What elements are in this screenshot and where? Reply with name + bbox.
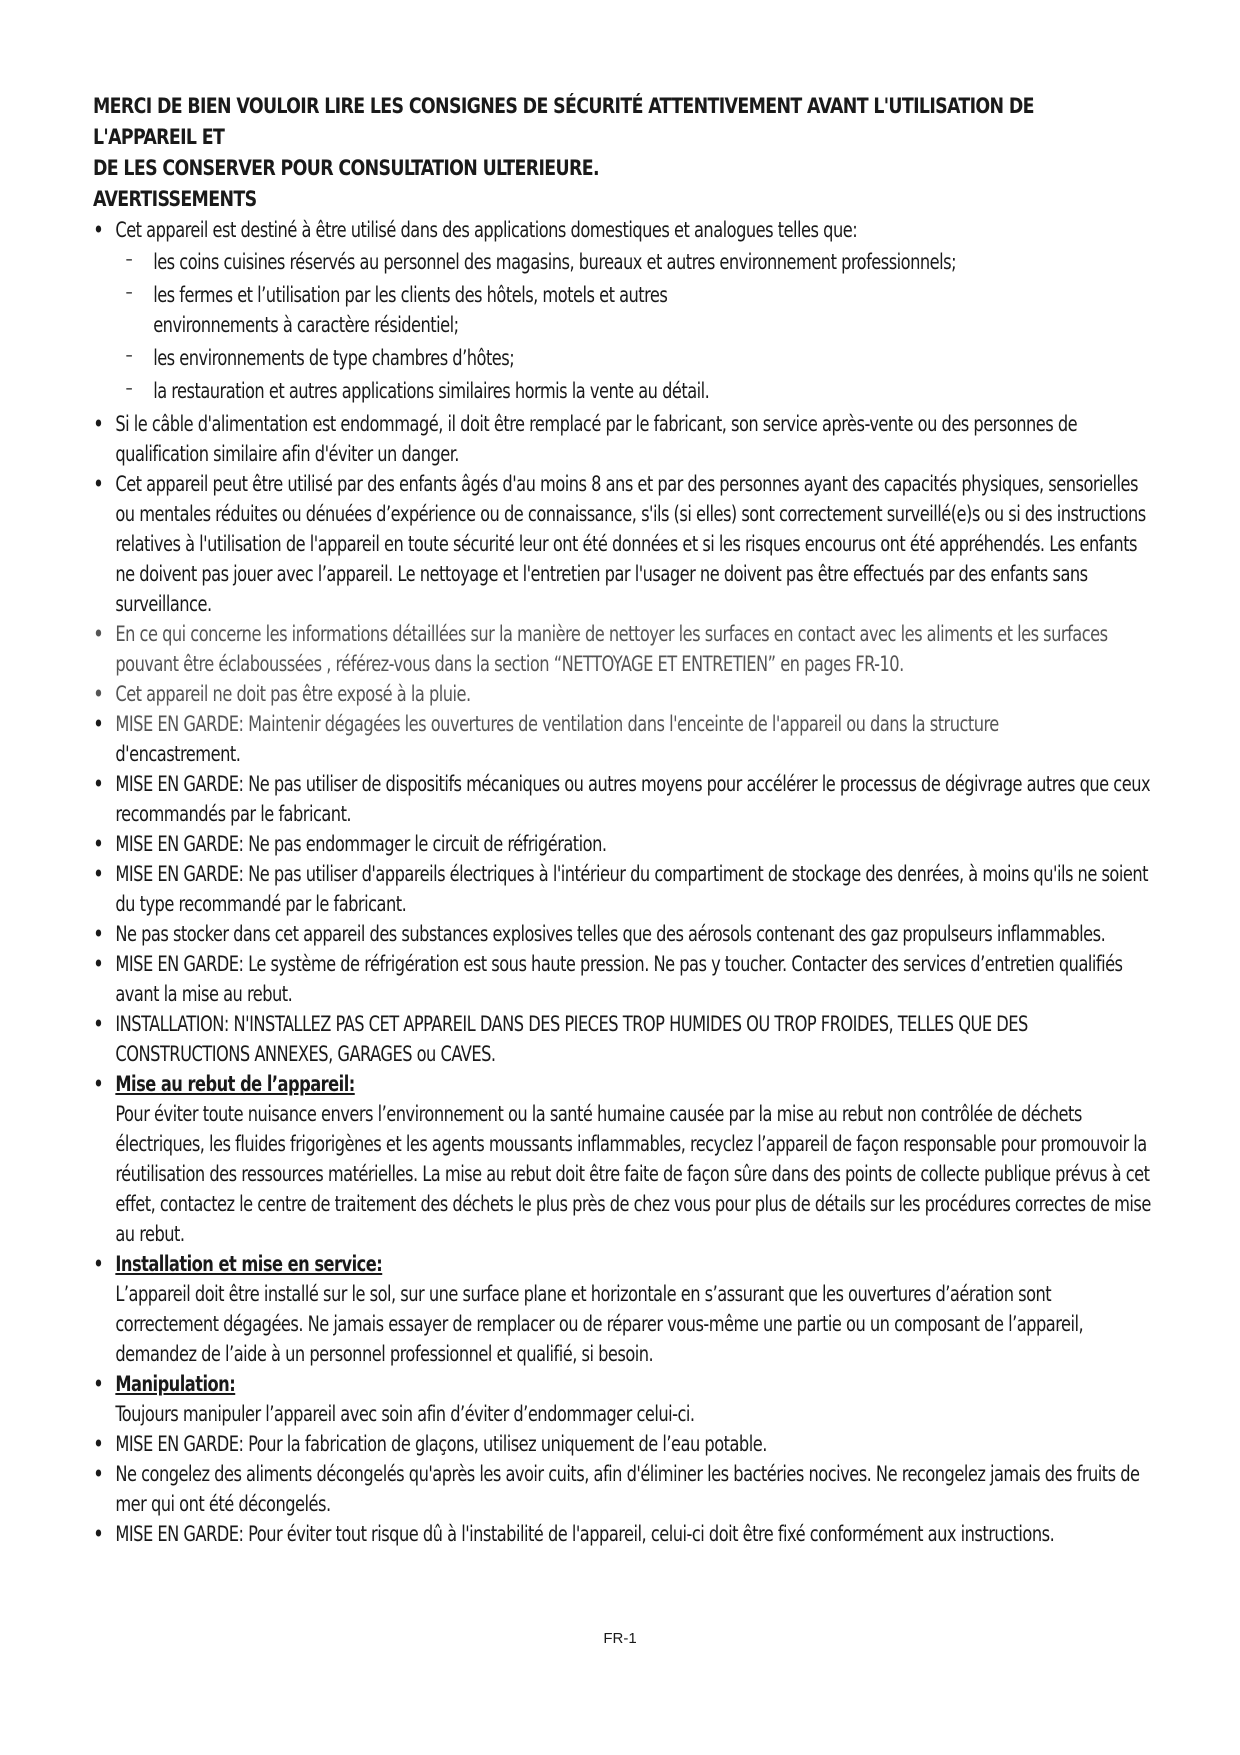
intro-heading-line2: DE LES CONSERVER POUR CONSULTATION ULTERIEURE. <box>93 156 599 180</box>
list-item: • MISE EN GARDE: Ne pas endommager le circuit de réfrigération. <box>93 829 1153 859</box>
list-item: • MISE EN GARDE: Ne pas utiliser d'appareils électriques à l'intérieur du compartiment de stockage des denrées, à moins qu'ils ne soient du type recommandé par le fabricant. <box>93 859 1153 919</box>
list-item: • INSTALLATION: N'INSTALLEZ PAS CET APPAREIL DANS DES PIECES TROP HUMIDES OU TROP FROIDES, TELLES QUE DES CONSTRUCTIONS ANNEXES, GARAGES ou CAVES. <box>93 1009 1153 1069</box>
sub-list <box>115 247 1152 406</box>
list-item <box>93 1249 1153 1369</box>
list-item: • MISE EN GARDE: Maintenir dégagées les ouvertures de ventilation dans l'enceinte de l'appareil ou dans la structure d'encastrement. <box>93 709 1153 769</box>
safety-content <box>93 91 1153 1549</box>
warnings-list <box>93 215 1153 1549</box>
list-item: • Cet appareil ne doit pas être exposé à la pluie. <box>93 679 1153 709</box>
list-item: • En ce qui concerne les informations détaillées sur la manière de nettoyer les surfaces en contact avec les aliments et les surfaces pouvant être éclaboussées , référez-vous dans la section “NETTOYAGE ET ENTRETIEN” en pages FR-10. <box>93 619 1153 679</box>
section-title: • Installation et mise en service: <box>115 1252 383 1276</box>
section-title: • Mise au rebut de l’appareil: <box>115 1072 355 1096</box>
list-item: • MISE EN GARDE: Pour la fabrication de glaçons, utilisez uniquement de l’eau potable. <box>93 1429 1153 1459</box>
warnings-list-wrapper <box>93 215 1153 1549</box>
item-text: Cet appareil est destiné à être utilisé dans des applications domestiques et analogues telles que: <box>115 218 858 242</box>
section-body: Toujours manipuler l’appareil avec soin afin d’éviter d’endommager celui-ci. <box>115 1402 695 1426</box>
page-number: FR-1 <box>603 1630 637 1647</box>
list-item <box>93 215 1153 406</box>
section-title: • Manipulation: <box>115 1372 236 1396</box>
list-item <box>93 1369 1153 1429</box>
intro-heading-line1: MERCI DE BIEN VOULOIR LIRE LES CONSIGNES DE SÉCURITÉ ATTENTIVEMENT AVANT L'UTILISATION DE L'APPAREIL ET <box>93 94 1034 149</box>
sub-item: – les coins cuisines réservés au personnel des magasins, bureaux et autres environnement professionnels; <box>115 247 1152 277</box>
list-item: • Cet appareil peut être utilisé par des enfants âgés d'au moins 8 ans et par des personnes ayant des capacités physiques, sensorielles ou mentales réduites ou dénuées d’expérience ou de connaissance, s'ils (si elles) sont correctement surveillé(e)s ou si des instructions relatives à l'utilisation de l'appareil en toute sécurité leur ont été données et si les risques encourus ont été appréhendés. Les enfants ne doivent pas jouer avec l’appareil. Le nettoyage et l'entretien par l'usager ne doivent pas être effectués par des enfants sans surveillance. <box>93 469 1153 619</box>
sub-item: – la restauration et autres applications similaires hormis la vente au détail. <box>115 376 1152 406</box>
intro-heading <box>93 91 1068 215</box>
list-item: • MISE EN GARDE: Ne pas utiliser de dispositifs mécaniques ou autres moyens pour accélérer le processus de dégivrage autres que ceux recommandés par le fabricant. <box>93 769 1153 829</box>
warnings-heading: AVERTISSEMENTS <box>93 187 257 211</box>
list-item: • Ne congelez des aliments décongelés qu'après les avoir cuits, afin d'éliminer les bactéries nocives. Ne recongelez jamais des fruits de mer qui ont été décongelés. <box>93 1459 1153 1519</box>
sub-item: – les environnements de type chambres d’hôtes; <box>115 343 1152 373</box>
list-item <box>93 1069 1153 1249</box>
section-body: Pour éviter toute nuisance envers l’environnement ou la santé humaine causée par la mise au rebut non contrôlée de déchets électriques, les fluides frigorigènes et les agents moussants inflammables, recyclez l’appareil de façon responsable pour promouvoir la réutilisation des ressources matérielles. La mise au rebut doit être faite de façon sûre dans des points de collecte publique prévus à cet effet, contactez le centre de traitement des déchets le plus près de chez vous pour plus de détails sur les procédures correctes de mise au rebut. <box>115 1102 1151 1246</box>
section-body: L’appareil doit être installé sur le sol, sur une surface plane et horizontale en s’assurant que les ouvertures d’aération sont correctement dégagées. Ne jamais essayer de remplacer ou de réparer vous-même une partie ou un composant de l’appareil, demandez de l’aide à un personnel professionnel et qualifié, si besoin. <box>115 1282 1084 1366</box>
list-item: • Ne pas stocker dans cet appareil des substances explosives telles que des aérosols contenant des gaz propulseurs inflammables. <box>93 919 1153 949</box>
list-item: • MISE EN GARDE: Pour éviter tout risque dû à l'instabilité de l'appareil, celui-ci doit être fixé conformément aux instructions. <box>93 1519 1153 1549</box>
list-item: • Si le câble d'alimentation est endommagé, il doit être remplacé par le fabricant, son service après-vente ou des personnes de qualification similaire afin d'éviter un danger. <box>93 409 1153 469</box>
list-item: • MISE EN GARDE: Le système de réfrigération est sous haute pression. Ne pas y toucher. Contacter des services d’entretien qualifiés avant la mise au rebut. <box>93 949 1153 1009</box>
sub-item: – les fermes et l’utilisation par les clients des hôtels, motels et autres environnements à caractère résidentiel; <box>115 280 1152 340</box>
